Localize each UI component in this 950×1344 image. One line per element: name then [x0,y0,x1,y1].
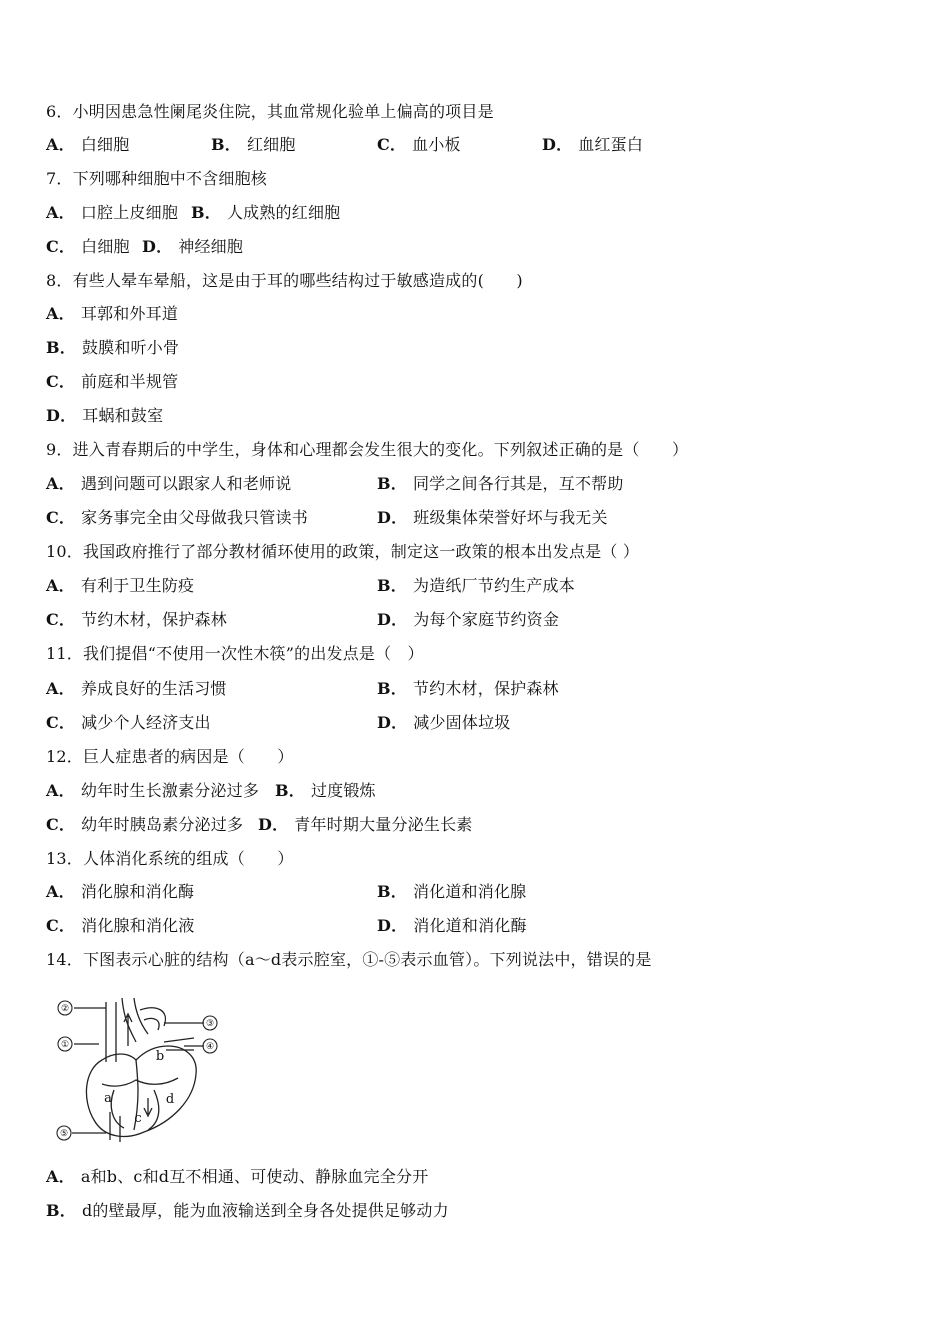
question-11-option-a[interactable]: A． 养成良好的生活习惯 [46,679,227,698]
question-11-option-d[interactable]: D． 减少固体垃圾 [377,713,511,732]
question-10-option-d[interactable]: D． 为每个家庭节约资金 [377,610,560,629]
chamber-label-c: c [134,1111,142,1126]
vena-cava-superior [106,1002,116,1062]
question-6-option-a[interactable]: A． 白细胞 [46,135,130,154]
question-6-option-d[interactable]: D． 血红蛋白 [542,135,644,154]
document-page: 6．小明因患急性阑尾炎住院，其血常规化验单上偏高的项目是 A． 白细胞 B． 红细胞 C． 血小板 D． 血红蛋白 7．下列哪种细胞中不含细胞核 A． 口腔上皮细胞 B． 人成熟的红细胞 C． 白细胞 D． 神经细胞 8．有些人晕车晕船，这是由于耳的哪些结构过于敏感造成的( ) A． 耳郭和外耳道 B． 鼓膜和听小骨 C． 前庭和半规管 D． 耳蜗和鼓室 9．进入青春期后的中学生，身体和心理都会发生很大的变化。下列叙述正确的是（ ） A． 遇到问题可以跟家人和老师说 B． 同学之间各行其是，互不帮助 C． 家务事完全由父母做我只管读书 D． 班级集体荣誉好坏与我无关 10．我国政府推行了部分教材循环使用的政策，制定这一政策的根本出发点是（ ） A． 有利于卫生防疫 B． 为造纸厂节约生产成本 C． 节约木材，保护森林 D． 为每个家庭节约资金 11．我们提倡“不使用一次性木筷”的出发点是（ ） A． 养成良好的生活习惯 B． 节约木材，保护森林 C． 减少个人经济支出 D． 减少固体垃圾 12．巨人症患者的病因是（ ） A． 幼年时生长激素分泌过多 B． 过度锻炼 C． 幼年时胰岛素分泌过多 D． 青年时期大量分泌生长素 13．人体消化系统的组成（ ） A． 消化腺和消化酶 B． 消化道和消化腺 C． 消化腺和消化液 D． 消化道和消化酶 14．下图表示心脏的结构（a～d表示腔室，①-⑤表示血管）。下列说法中，错误的是 ② ① ③ ④ ⑤ a b c d A． a和b、c和d互不相通、可使动、静脉血完全分开 B． d的壁最厚，能为血液输送到全身各处提供足够动力 [46,102,689,1220]
chamber-label-b: b [155,1049,165,1064]
label-5: ⑤ [59,1129,69,1139]
question-12-option-b[interactable]: B． 过度锻炼 [275,781,376,800]
question-7-option-b[interactable]: B． 人成熟的红细胞 [191,203,341,222]
question-9-option-d[interactable]: D． 班级集体荣誉好坏与我无关 [377,508,608,527]
question-13-stem: 13．人体消化系统的组成（ ） [46,849,294,868]
question-7-stem: 7．下列哪种细胞中不含细胞核 [46,169,267,188]
question-12-option-d[interactable]: D． 青年时期大量分泌生长素 [258,815,473,834]
question-11-stem: 11．我们提倡“不使用一次性木筷”的出发点是（ ） [46,644,424,663]
question-13-option-d[interactable]: D． 消化道和消化酶 [377,916,527,935]
question-6-stem: 6．小明因患急性阑尾炎住院，其血常规化验单上偏高的项目是 [46,102,494,121]
chamber-label-d: d [165,1092,175,1107]
question-14-stem: 14．下图表示心脏的结构（a～d表示腔室，①-⑤表示血管）。下列说法中，错误的是 [46,950,652,969]
question-6-option-b[interactable]: B． 红细胞 [211,135,296,154]
valve-plane [102,1078,178,1086]
question-11-option-b[interactable]: B． 节约木材，保护森林 [377,679,559,698]
right-ventricle-wall [111,1090,124,1128]
question-10-option-b[interactable]: B． 为造纸厂节约生产成本 [377,576,575,595]
left-ventricle-wall [148,1090,159,1130]
question-9-option-c[interactable]: C． 家务事完全由父母做我只管读书 [46,508,308,527]
question-9-option-b[interactable]: B． 同学之间各行其是，互不帮助 [377,474,624,493]
chamber-label-a: a [104,1091,112,1106]
question-12-option-c[interactable]: C． 幼年时胰岛素分泌过多 [46,815,244,834]
question-10-option-c[interactable]: C． 节约木材，保护森林 [46,610,227,629]
heart-diagram [44,990,224,1148]
question-13-option-a[interactable]: A． 消化腺和消化酶 [46,882,195,901]
question-7-option-d[interactable]: D． 神经细胞 [142,237,244,256]
label-2: ② [60,1004,70,1014]
question-10-option-a[interactable]: A． 有利于卫生防疫 [46,576,195,595]
label-3: ③ [205,1019,215,1029]
question-12-stem: 12．巨人症患者的病因是（ ） [46,747,294,766]
question-13-option-b[interactable]: B． 消化道和消化腺 [377,882,527,901]
vena-cava-inferior [110,1112,120,1142]
question-7-option-c[interactable]: C． 白细胞 [46,237,130,256]
question-11-option-c[interactable]: C． 减少个人经济支出 [46,713,211,732]
question-9-option-a[interactable]: A． 遇到问题可以跟家人和老师说 [46,474,292,493]
label-1: ① [60,1040,70,1050]
label-4: ④ [205,1042,215,1052]
question-13-option-c[interactable]: C． 消化腺和消化液 [46,916,195,935]
question-10-stem: 10．我国政府推行了部分教材循环使用的政策，制定这一政策的根本出发点是（ ） [46,542,640,561]
flow-arrow-down [144,1098,152,1116]
question-12-option-a[interactable]: A． 幼年时生长激素分泌过多 [46,781,260,800]
question-7-option-a[interactable]: A． 口腔上皮细胞 [46,203,179,222]
question-8-stem: 8．有些人晕车晕船，这是由于耳的哪些结构过于敏感造成的( ) [46,271,523,290]
question-9-stem: 9．进入青春期后的中学生，身体和心理都会发生很大的变化。下列叙述正确的是（ ） [46,440,689,459]
question-6-option-c[interactable]: C． 血小板 [377,135,461,154]
